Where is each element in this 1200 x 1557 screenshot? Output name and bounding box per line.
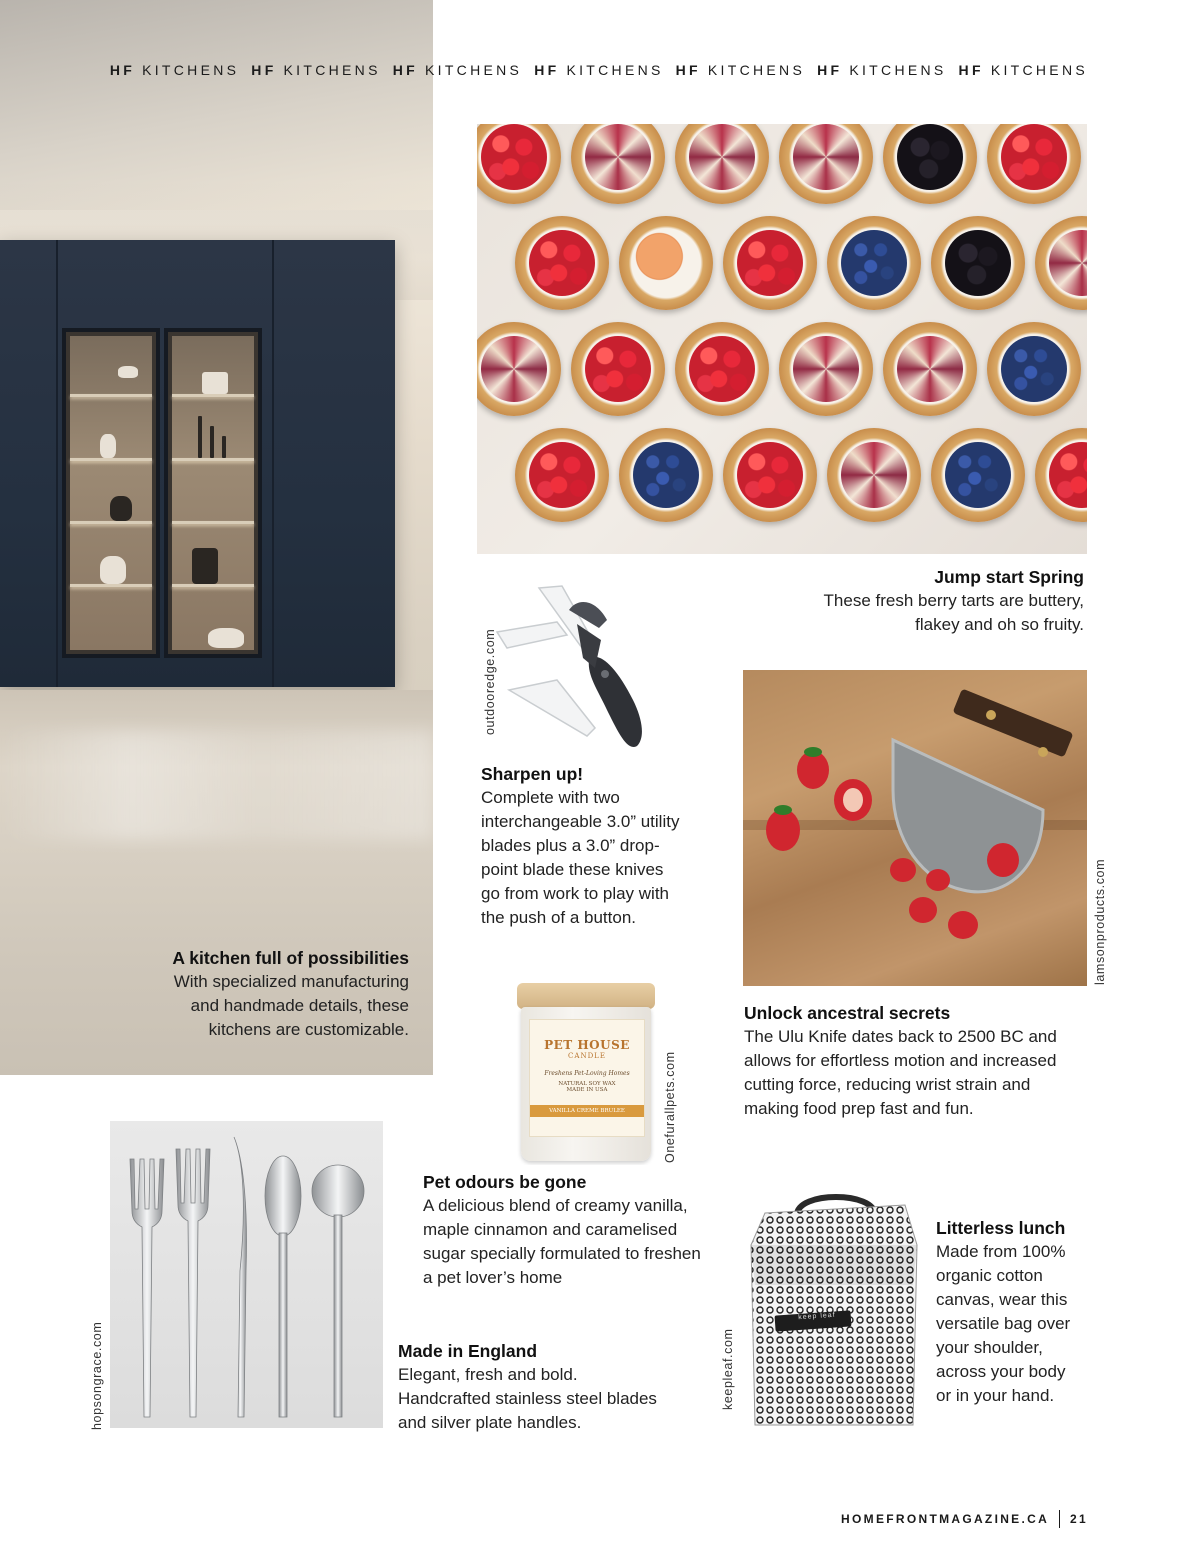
tart-filling [945,442,1011,508]
tart [675,322,769,416]
ulu-caption [744,1001,1094,1121]
tart-filling [1001,124,1067,190]
lunch-bag-illustration [745,1185,925,1430]
knife-line: blades plus a 3.0” drop- [481,836,660,855]
header-hf: HF [534,62,560,78]
bag-title: Litterless lunch [936,1218,1066,1238]
tart [779,124,873,204]
tart-filling [1049,230,1087,296]
display-case-interior [70,336,152,650]
tart-filling [1049,442,1087,508]
candle-lid [517,983,655,1009]
header-hf: HF [958,62,984,78]
cutlery-line: Handcrafted stainless steel blades [398,1389,657,1408]
tart-filling [585,124,651,190]
footer-divider [1059,1510,1060,1528]
tart [619,428,713,522]
candle-label-line: MADE IN USA [566,1087,608,1093]
cutlery-illustration [110,1121,383,1428]
vase [100,556,126,584]
tart-filling [633,230,699,296]
page-footer [841,1510,1088,1528]
lunch-bag-label: keep leaf [798,1311,836,1322]
tart [883,322,977,416]
lunch-bag-image [745,1185,925,1430]
candle-label-line: NATURAL SOY WAX [558,1081,616,1087]
tart [619,216,713,310]
tart-filling [585,336,651,402]
knife-photo-credit: outdooredge.com [483,628,497,735]
shelf [70,584,152,587]
tart [477,322,561,416]
header-kitchens: KITCHENS [425,62,523,78]
candle-line: sugar specially formulated to freshen [423,1244,701,1263]
jar [100,434,116,458]
tart [571,322,665,416]
header-kitchens: KITCHENS [990,62,1088,78]
shelf [172,521,254,524]
vase [192,548,218,584]
shelf [172,458,254,461]
kitchen-line: With specialized manufacturing [173,972,409,991]
tart [827,428,921,522]
bag-photo-credit: keepleaf.com [721,1328,735,1410]
candlestick [222,436,226,458]
tart-filling [1001,336,1067,402]
tart-filling [841,230,907,296]
knife-line: Complete with two [481,788,620,807]
candle-line: A delicious blend of creamy vanilla, [423,1196,688,1215]
knife-title: Sharpen up! [481,764,584,784]
header-kitchens: KITCHENS [283,62,381,78]
header-kitchens: KITCHENS [142,62,240,78]
tart [723,216,817,310]
shelf [172,394,254,397]
ulu-line: making food prep fast and fun. [744,1099,974,1118]
cutlery-line: and silver plate handles. [398,1413,582,1432]
tart-filling [633,442,699,508]
folding-knife-image [487,580,662,758]
header-hf: HF [109,62,136,78]
tart-filling [481,336,547,402]
display-case-interior [172,336,254,650]
cutlery-title: Made in England [398,1341,538,1361]
tart-filling [529,230,595,296]
berry-tarts-photo [477,124,1087,554]
tart-filling [793,124,859,190]
tart-filling [689,336,755,402]
candle-title: Pet odours be gone [423,1172,587,1192]
kitchen-line: kitchens are customizable. [208,1020,409,1039]
candle-line: a pet lover’s home [423,1268,563,1287]
cabinet-seam [56,240,58,687]
cabinet-seam [272,240,274,687]
tart [931,428,1025,522]
tart-filling [737,230,803,296]
tart [675,124,769,204]
bag-line: or in your hand. [936,1386,1055,1405]
ulu-photo-credit: lamsonproducts.com [1093,858,1107,985]
tart-filling [689,124,755,190]
tart [1035,428,1087,522]
bag-line: organic cotton [936,1266,1043,1285]
silver-cutlery-photo [110,1121,383,1428]
kitchen-caption [120,946,409,1042]
header-hf: HF [817,62,843,78]
cutlery-caption [398,1339,718,1435]
ulu-illustration [743,670,1087,986]
header-kitchens: KITCHENS [849,62,947,78]
knife-line: point blade these knives [481,860,664,879]
candlestick [210,426,214,458]
tart [779,322,873,416]
ulu-line: The Ulu Knife dates back to 2500 BC and [744,1027,1057,1046]
tart [515,216,609,310]
bag-line: your shoulder, [936,1338,1043,1357]
bag-line: Made from 100% [936,1242,1066,1261]
tart-filling [945,230,1011,296]
header-hf: HF [392,62,418,78]
kitchen-photo [0,0,433,1075]
bag-line: across your body [936,1362,1066,1381]
candle-caption [423,1170,733,1290]
header-hf: HF [675,62,701,78]
display-case-left [62,328,160,658]
tart-filling [841,442,907,508]
bag-line: canvas, wear this [936,1290,1068,1309]
candlestick [198,416,202,458]
tart-filling [897,124,963,190]
knife-illustration [487,580,662,758]
tart [827,216,921,310]
knife-line: interchangeable 3.0” utility [481,812,680,831]
ulu-line: cutting force, reducing wrist strain and [744,1075,1031,1094]
ulu-knife-photo [743,670,1087,986]
shelf [70,394,152,397]
tart [931,216,1025,310]
tart [987,124,1081,204]
tart [515,428,609,522]
knife-line: the push of a button. [481,908,637,927]
cutlery-photo-credit: hopsongrace.com [90,1321,104,1430]
kitchen-ceiling [0,0,433,210]
shelf [70,521,152,524]
bowl [208,628,244,648]
kitchen-line: and handmade details, these [190,996,409,1015]
vase [110,496,132,521]
tart-filling [897,336,963,402]
tarts-caption [700,565,1084,637]
candle-line: maple cinnamon and caramelised [423,1220,678,1239]
tart-filling [793,336,859,402]
tart-filling [529,442,595,508]
candle-label [529,1019,645,1137]
kitchen-floor-light [0,730,433,840]
tarts-line: flakey and oh so fruity. [915,615,1084,634]
tart [987,322,1081,416]
tarts-line: These fresh berry tarts are buttery, [823,591,1084,610]
kitchen-title: A kitchen full of possibilities [172,948,409,968]
bag-line: versatile bag over [936,1314,1071,1333]
knife-caption [481,762,721,930]
header-hf: HF [251,62,277,78]
tart [477,124,561,204]
cutlery-line: Elegant, fresh and bold. [398,1365,578,1384]
header-kitchens: KITCHENS [707,62,806,78]
candle-label-sub: CANDLE [568,1052,606,1060]
candle-label-scent: VANILLA CREME BRULEE [530,1105,644,1117]
tart [1035,216,1087,310]
tarts-title: Jump start Spring [934,567,1084,587]
shelf [70,458,152,461]
candle-label-brand: PET HOUSE [544,1038,630,1052]
tart [571,124,665,204]
bag-caption [936,1216,1106,1408]
shelf [172,584,254,587]
ulu-line: allows for effortless motion and increased [744,1051,1057,1070]
pet-house-candle-image [513,983,659,1165]
ulu-title: Unlock ancestral secrets [744,1003,951,1023]
header-kitchens: KITCHENS [566,62,664,78]
section-header [0,52,1200,88]
candle-label-tagline: Freshens Pet-Loving Homes [544,1070,630,1077]
page-number: 21 [1070,1512,1088,1526]
bowl [118,366,138,378]
tart-filling [481,124,547,190]
tart-filling [737,442,803,508]
candle-photo-credit: Onefurallpets.com [663,1051,677,1163]
display-case-right [164,328,262,658]
sculpture [202,372,228,394]
knife-line: go from work to play with [481,884,670,903]
tart [723,428,817,522]
tart [883,124,977,204]
magazine-url[interactable]: HOMEFRONTMAGAZINE.CA [841,1512,1050,1526]
